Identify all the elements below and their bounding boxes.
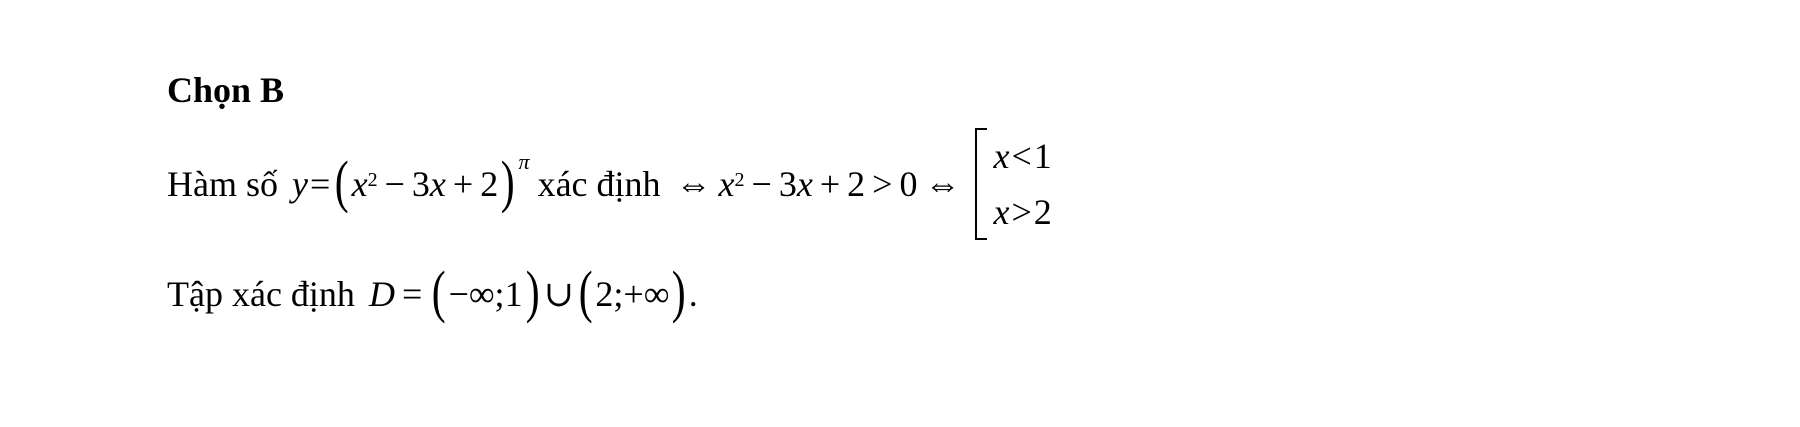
condition-x-greater-2: x > 2 [993, 192, 1052, 232]
defined-label: xác định [537, 164, 661, 204]
iff-symbol: ⇔ [924, 164, 961, 204]
function-label: Hàm số [167, 164, 278, 204]
iff-symbol: ⇔ [675, 164, 712, 204]
answer-heading: Chọn B [167, 70, 285, 110]
domain-label: Tập xác định [167, 274, 355, 314]
bracket-shape [975, 128, 987, 240]
domain-condition-line [167, 128, 1052, 240]
function-expression: y = ( x $^2$ − 3 x + 2 ) π [292, 149, 530, 214]
condition-x-less-1: x < 1 [993, 136, 1052, 176]
solution-set-bracket [975, 128, 1051, 240]
domain-expression: D = ( −∞ ; 1 ) ∪ ( 2 ; +∞ ) . [368, 259, 698, 324]
quadratic-inequality: x $^2$ − 3 x + 2 > 0 [718, 164, 918, 204]
pi-exponent: π [518, 149, 530, 174]
domain-result-line [167, 258, 698, 330]
